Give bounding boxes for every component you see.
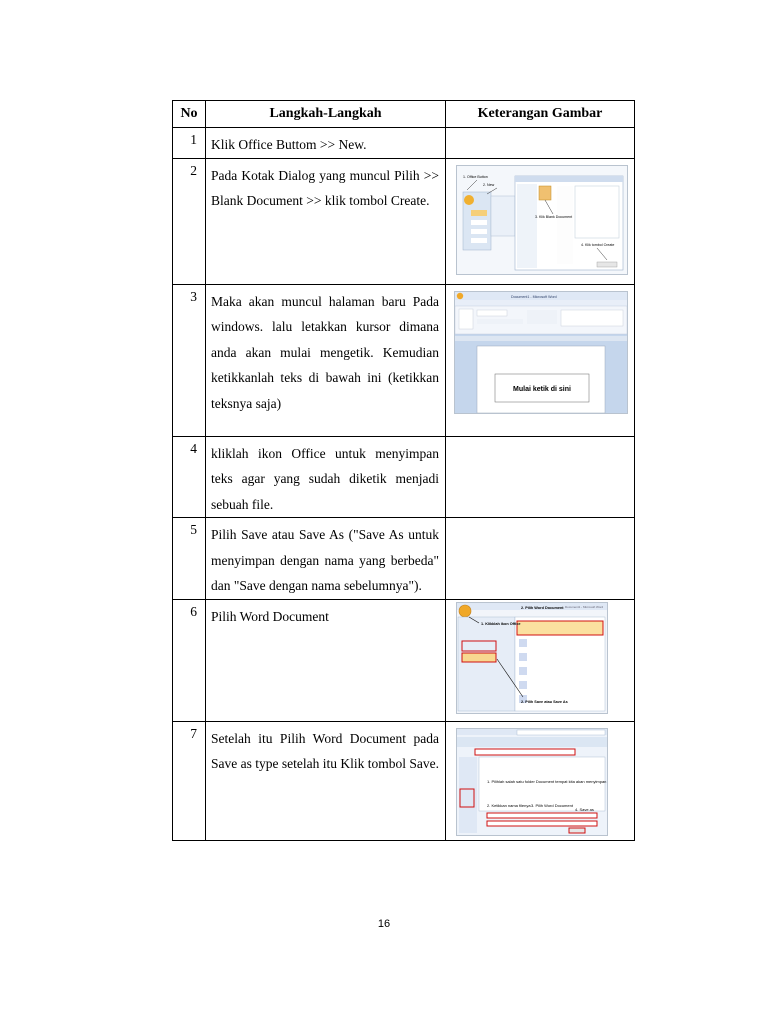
header-no: No — [173, 101, 206, 128]
row-image-cell — [446, 518, 635, 600]
row-step: Pilih Save atau Save As ("Save As untuk menyimpan dengan nama yang berbeda" dan "Save dengan nama sebelumnya"). — [206, 518, 446, 600]
header-image: Keterangan Gambar — [446, 101, 635, 128]
row-number: 1 — [173, 128, 206, 159]
row-image-cell — [446, 436, 635, 518]
table-header-row — [173, 101, 635, 128]
save-as-dialog-screenshot — [456, 728, 608, 836]
row-step: kliklah ikon Office untuk menyimpan teks agar yang sudah diketik menjadi sebuah file. — [206, 436, 446, 518]
row-image-cell — [446, 284, 635, 436]
row-step: Pilih Word Document — [206, 599, 446, 721]
table-row — [173, 158, 635, 284]
word-new-page-screenshot — [454, 291, 628, 414]
callout-blank-document: 3. Klik Blank Document — [535, 214, 573, 219]
table-row — [173, 436, 635, 518]
row-number: 5 — [173, 518, 206, 600]
row-step: Setelah itu Pilih Word Document pada Save as type setelah itu Klik tombol Save. — [206, 721, 446, 840]
row-number: 2 — [173, 158, 206, 284]
office-save-menu-screenshot — [456, 602, 608, 714]
callout-word-document: 3. Pilih Word Document — [531, 802, 573, 808]
callout-save-as: 4. Save as — [575, 806, 594, 812]
row-number: 4 — [173, 436, 206, 518]
table-row — [173, 518, 635, 600]
callout-create-button: 4. Klik tombol Create — [581, 242, 615, 247]
row-image-cell — [446, 158, 635, 284]
table-row — [173, 721, 635, 840]
row-step: Maka akan muncul halaman baru Pada windows. lalu letakkan kursor dimana anda akan mulai mengetik. Kemudian ketikkanlah teks di bawah ini (ketikkan teksnya saja) — [206, 284, 446, 436]
row-step: Pada Kotak Dialog yang muncul Pilih >> Blank Document >> klik tombol Create. — [206, 158, 446, 284]
table-row — [173, 599, 635, 721]
row-number: 6 — [173, 599, 206, 721]
callout-office-icon: 1. Klikklah ikon Office — [481, 621, 521, 626]
row-image-cell — [446, 599, 635, 721]
callout-save-as: 2. Pilih Save atau Save As — [521, 699, 568, 704]
callout-new: 2. New — [483, 182, 495, 187]
table-row — [173, 128, 635, 159]
row-image-cell — [446, 128, 635, 159]
page-text: Mulai ketik di sini — [513, 385, 571, 393]
callout-file-name: 2. Ketikkan nama filenya — [487, 802, 531, 808]
window-title: Document1 - Microsoft Word — [511, 294, 557, 299]
callout-word-document: 2. Pilih Word Document — [521, 605, 564, 610]
row-step: Klik Office Buttom >> New. — [206, 128, 446, 159]
callout-select-folder: 1. Pilihlah salah satu folder Document tempat kita akan menyimpan — [487, 778, 607, 784]
row-number: 3 — [173, 284, 206, 436]
steps-table — [172, 100, 635, 841]
header-steps: Langkah-Langkah — [206, 101, 446, 128]
row-number: 7 — [173, 721, 206, 840]
row-image-cell — [446, 721, 635, 840]
new-document-dialog-screenshot — [456, 165, 628, 275]
table-row — [173, 284, 635, 436]
callout-office-button: 1. Office Button — [463, 174, 488, 179]
page-number: 16 — [377, 918, 391, 930]
window-title: Document1 - Microsoft Word — [565, 604, 604, 609]
